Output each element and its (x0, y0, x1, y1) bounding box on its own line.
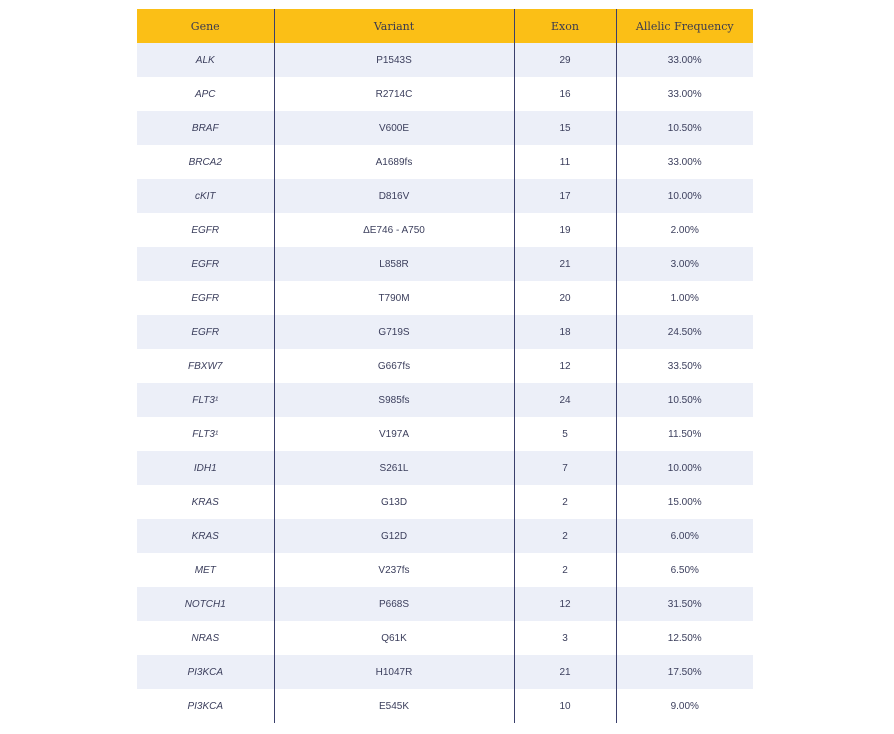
table-row (137, 519, 753, 553)
table-row (137, 451, 753, 485)
table-row (137, 655, 753, 689)
cell-variant: R2714C (274, 77, 514, 111)
cell-exon: 2 (514, 519, 616, 553)
cell-variant: H1047R (274, 655, 514, 689)
cell-gene: APC (137, 77, 274, 111)
cell-gene: cKIT (137, 179, 274, 213)
cell-gene: EGFR (137, 213, 274, 247)
cell-exon: 12 (514, 349, 616, 383)
cell-variant: A1689fs (274, 145, 514, 179)
table-row (137, 77, 753, 111)
table-row (137, 213, 753, 247)
cell-gene: EGFR (137, 247, 274, 281)
column-header-exon: Exon (514, 9, 616, 43)
cell-exon: 16 (514, 77, 616, 111)
cell-exon: 2 (514, 553, 616, 587)
cell-frequency: 33.00% (616, 77, 753, 111)
cell-variant: P1543S (274, 43, 514, 77)
table-row (137, 689, 753, 723)
cell-gene: NRAS (137, 621, 274, 655)
table-body (137, 43, 753, 723)
cell-exon: 3 (514, 621, 616, 655)
cell-frequency: 17.50% (616, 655, 753, 689)
cell-variant: S985fs (274, 383, 514, 417)
cell-exon: 5 (514, 417, 616, 451)
cell-gene: ALK (137, 43, 274, 77)
table-row (137, 315, 753, 349)
cell-variant: G667fs (274, 349, 514, 383)
header-row (137, 9, 753, 43)
table-row (137, 383, 753, 417)
table-row (137, 179, 753, 213)
cell-exon: 11 (514, 145, 616, 179)
cell-gene: KRAS (137, 485, 274, 519)
cell-frequency: 31.50% (616, 587, 753, 621)
cell-gene: IDH1 (137, 451, 274, 485)
column-header-gene: Gene (137, 9, 274, 43)
cell-frequency: 9.00% (616, 689, 753, 723)
cell-frequency: 6.50% (616, 553, 753, 587)
cell-gene: EGFR (137, 315, 274, 349)
cell-exon: 7 (514, 451, 616, 485)
cell-variant: V237fs (274, 553, 514, 587)
cell-variant: Q61K (274, 621, 514, 655)
cell-gene: BRCA2 (137, 145, 274, 179)
cell-variant: L858R (274, 247, 514, 281)
cell-gene: PI3KCA (137, 655, 274, 689)
cell-variant: S261L (274, 451, 514, 485)
cell-variant: G12D (274, 519, 514, 553)
table-row (137, 281, 753, 315)
cell-frequency: 10.00% (616, 179, 753, 213)
cell-exon: 15 (514, 111, 616, 145)
cell-frequency: 3.00% (616, 247, 753, 281)
column-header-variant: Variant (274, 9, 514, 43)
cell-gene: FLT3¹ (137, 383, 274, 417)
cell-variant: G13D (274, 485, 514, 519)
table-row (137, 247, 753, 281)
table-row (137, 43, 753, 77)
cell-frequency: 2.00% (616, 213, 753, 247)
cell-variant: V600E (274, 111, 514, 145)
table-row (137, 417, 753, 451)
table-row (137, 553, 753, 587)
cell-exon: 24 (514, 383, 616, 417)
cell-exon: 18 (514, 315, 616, 349)
table-row (137, 145, 753, 179)
table-row (137, 485, 753, 519)
cell-exon: 20 (514, 281, 616, 315)
cell-exon: 29 (514, 43, 616, 77)
cell-exon: 10 (514, 689, 616, 723)
cell-variant: D816V (274, 179, 514, 213)
cell-gene: PI3KCA (137, 689, 274, 723)
cell-frequency: 1.00% (616, 281, 753, 315)
cell-gene: BRAF (137, 111, 274, 145)
cell-frequency: 15.00% (616, 485, 753, 519)
table-row (137, 111, 753, 145)
cell-frequency: 10.50% (616, 383, 753, 417)
table-header (137, 9, 753, 43)
cell-gene: KRAS (137, 519, 274, 553)
cell-frequency: 12.50% (616, 621, 753, 655)
cell-frequency: 33.00% (616, 43, 753, 77)
cell-frequency: 33.50% (616, 349, 753, 383)
cell-frequency: 24.50% (616, 315, 753, 349)
cell-variant: ΔE746 - A750 (274, 213, 514, 247)
table-row (137, 621, 753, 655)
variant-table (137, 9, 753, 723)
cell-gene: NOTCH1 (137, 587, 274, 621)
cell-frequency: 11.50% (616, 417, 753, 451)
cell-exon: 19 (514, 213, 616, 247)
table-row (137, 587, 753, 621)
cell-exon: 17 (514, 179, 616, 213)
cell-gene: MET (137, 553, 274, 587)
cell-exon: 2 (514, 485, 616, 519)
cell-variant: P668S (274, 587, 514, 621)
cell-variant: V197A (274, 417, 514, 451)
cell-frequency: 10.50% (616, 111, 753, 145)
cell-frequency: 33.00% (616, 145, 753, 179)
cell-variant: G719S (274, 315, 514, 349)
cell-exon: 12 (514, 587, 616, 621)
cell-exon: 21 (514, 655, 616, 689)
cell-gene: FLT3¹ (137, 417, 274, 451)
cell-variant: T790M (274, 281, 514, 315)
table-row (137, 349, 753, 383)
cell-gene: FBXW7 (137, 349, 274, 383)
cell-frequency: 10.00% (616, 451, 753, 485)
column-header-frequency: Allelic Frequency (616, 9, 753, 43)
cell-exon: 21 (514, 247, 616, 281)
cell-frequency: 6.00% (616, 519, 753, 553)
cell-gene: EGFR (137, 281, 274, 315)
cell-variant: E545K (274, 689, 514, 723)
